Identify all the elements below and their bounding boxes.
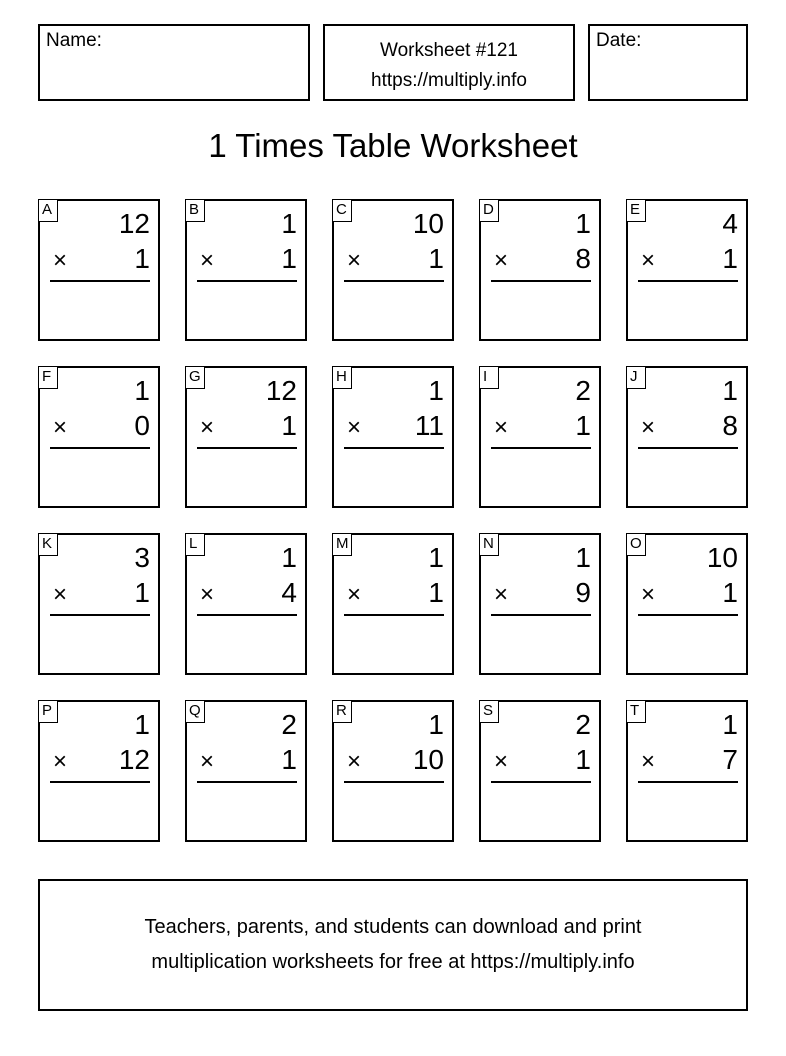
answer-area[interactable] <box>50 452 150 502</box>
multiplicand: 3 <box>134 542 150 573</box>
problem-card-f <box>38 366 160 508</box>
problem-card-e <box>626 199 748 341</box>
problem-card-g <box>185 366 307 508</box>
multiplier: 1 <box>134 243 150 274</box>
answer-area[interactable] <box>638 786 738 836</box>
multiplier: 12 <box>118 744 150 775</box>
problem-card-h <box>332 366 454 508</box>
multiplier: 4 <box>281 577 297 608</box>
problem-label: P <box>38 700 58 723</box>
problem-label: S <box>479 700 499 723</box>
answer-area[interactable] <box>638 452 738 502</box>
problem-card-m <box>332 533 454 675</box>
multiplier: 1 <box>281 243 297 274</box>
multiplier: 1 <box>722 243 738 274</box>
problem-card-p <box>38 700 160 842</box>
multiplicand: 12 <box>118 208 150 239</box>
problem-card-t <box>626 700 748 842</box>
name-field-box[interactable] <box>38 24 310 101</box>
answer-area[interactable] <box>638 285 738 335</box>
worksheet-url: https://multiply.info <box>371 70 527 91</box>
multiplicand: 1 <box>134 375 150 406</box>
footer-line-2: multiplication worksheets for free at https://multiply.info <box>151 951 635 973</box>
times-symbol: × <box>347 748 362 775</box>
times-symbol: × <box>641 581 656 608</box>
answer-rule <box>491 781 591 783</box>
problem-card-j <box>626 366 748 508</box>
multiplier: 1 <box>281 410 297 441</box>
answer-rule <box>491 614 591 616</box>
answer-rule <box>197 614 297 616</box>
problem-card-r <box>332 700 454 842</box>
answer-rule <box>344 447 444 449</box>
multiplicand: 2 <box>575 709 591 740</box>
answer-area[interactable] <box>491 786 591 836</box>
problem-card-o <box>626 533 748 675</box>
multiplicand: 1 <box>722 709 738 740</box>
answer-area[interactable] <box>344 285 444 335</box>
times-symbol: × <box>200 748 215 775</box>
multiplier: 1 <box>575 410 591 441</box>
times-symbol: × <box>347 414 362 441</box>
answer-rule <box>50 614 150 616</box>
problem-label: M <box>332 533 352 556</box>
multiplicand: 1 <box>428 375 444 406</box>
multiplicand: 1 <box>722 375 738 406</box>
multiplier: 10 <box>412 744 444 775</box>
answer-area[interactable] <box>197 452 297 502</box>
answer-rule <box>197 447 297 449</box>
times-symbol: × <box>494 748 509 775</box>
problem-card-d <box>479 199 601 341</box>
problem-label: B <box>185 199 205 222</box>
problem-card-s <box>479 700 601 842</box>
answer-area[interactable] <box>50 619 150 669</box>
answer-rule <box>344 781 444 783</box>
problem-label: O <box>626 533 646 556</box>
multiplicand: 10 <box>706 542 738 573</box>
problem-label: C <box>332 199 352 222</box>
problem-label: A <box>38 199 58 222</box>
multiplier: 9 <box>575 577 591 608</box>
name-label: Name: <box>46 30 102 51</box>
times-symbol: × <box>494 581 509 608</box>
answer-area[interactable] <box>197 619 297 669</box>
multiplier: 8 <box>722 410 738 441</box>
answer-area[interactable] <box>491 452 591 502</box>
problem-grid <box>38 199 748 842</box>
times-symbol: × <box>494 414 509 441</box>
answer-area[interactable] <box>344 619 444 669</box>
problem-card-a <box>38 199 160 341</box>
problem-label: J <box>626 366 646 389</box>
times-symbol: × <box>641 748 656 775</box>
problem-card-c <box>332 199 454 341</box>
problem-label: H <box>332 366 352 389</box>
footer-line-1: Teachers, parents, and students can download and print <box>144 916 642 938</box>
problem-card-i <box>479 366 601 508</box>
times-symbol: × <box>347 247 362 274</box>
problem-label: F <box>38 366 58 389</box>
multiplier: 8 <box>575 243 591 274</box>
times-symbol: × <box>53 748 68 775</box>
answer-rule <box>638 280 738 282</box>
answer-rule <box>638 614 738 616</box>
worksheet-info-box <box>323 24 575 101</box>
worksheet-number: Worksheet #121 <box>379 40 518 61</box>
problem-card-k <box>38 533 160 675</box>
multiplier: 1 <box>428 577 444 608</box>
answer-rule <box>344 280 444 282</box>
multiplier: 0 <box>134 410 150 441</box>
answer-rule <box>344 614 444 616</box>
problem-label: G <box>185 366 205 389</box>
answer-rule <box>197 781 297 783</box>
multiplicand: 1 <box>575 542 591 573</box>
times-symbol: × <box>53 247 68 274</box>
problem-label: E <box>626 199 646 222</box>
problem-card-l <box>185 533 307 675</box>
problem-card-q <box>185 700 307 842</box>
times-symbol: × <box>200 247 215 274</box>
times-symbol: × <box>200 581 215 608</box>
answer-area[interactable] <box>344 452 444 502</box>
answer-area[interactable] <box>50 786 150 836</box>
multiplier: 11 <box>414 410 444 441</box>
problem-label: L <box>185 533 205 556</box>
multiplicand: 2 <box>281 709 297 740</box>
times-symbol: × <box>347 581 362 608</box>
page-title: 1 Times Table Worksheet <box>208 127 578 164</box>
date-field-box[interactable] <box>588 24 748 101</box>
multiplicand: 1 <box>428 709 444 740</box>
answer-rule <box>638 447 738 449</box>
times-symbol: × <box>641 414 656 441</box>
problem-card-n <box>479 533 601 675</box>
answer-area[interactable] <box>344 786 444 836</box>
answer-area[interactable] <box>491 285 591 335</box>
answer-rule <box>638 781 738 783</box>
multiplier: 1 <box>281 744 297 775</box>
answer-area[interactable] <box>50 285 150 335</box>
times-symbol: × <box>200 414 215 441</box>
date-label: Date: <box>596 30 642 51</box>
answer-rule <box>491 280 591 282</box>
problem-label: K <box>38 533 58 556</box>
problem-label: T <box>626 700 646 723</box>
problem-label: I <box>479 366 499 389</box>
problem-label: D <box>479 199 499 222</box>
multiplier: 7 <box>722 744 738 775</box>
multiplicand: 1 <box>134 709 150 740</box>
multiplier: 1 <box>134 577 150 608</box>
answer-area[interactable] <box>638 619 738 669</box>
answer-area[interactable] <box>197 285 297 335</box>
multiplicand: 12 <box>265 375 297 406</box>
multiplicand: 1 <box>281 542 297 573</box>
answer-area[interactable] <box>197 786 297 836</box>
multiplier: 1 <box>722 577 738 608</box>
problem-label: Q <box>185 700 205 723</box>
multiplicand: 1 <box>281 208 297 239</box>
times-symbol: × <box>641 247 656 274</box>
problem-label: R <box>332 700 352 723</box>
footer-note <box>38 879 748 1011</box>
answer-rule <box>491 447 591 449</box>
problem-card-b <box>185 199 307 341</box>
multiplier: 1 <box>428 243 444 274</box>
answer-rule <box>50 781 150 783</box>
problem-label: N <box>479 533 499 556</box>
multiplicand: 1 <box>575 208 591 239</box>
answer-rule <box>50 280 150 282</box>
answer-area[interactable] <box>491 619 591 669</box>
multiplicand: 4 <box>722 208 738 239</box>
answer-rule <box>197 280 297 282</box>
multiplicand: 10 <box>412 208 444 239</box>
answer-rule <box>50 447 150 449</box>
multiplier: 1 <box>575 744 591 775</box>
times-symbol: × <box>53 581 68 608</box>
multiplicand: 1 <box>428 542 444 573</box>
times-symbol: × <box>53 414 68 441</box>
multiplicand: 2 <box>575 375 591 406</box>
times-symbol: × <box>494 247 509 274</box>
